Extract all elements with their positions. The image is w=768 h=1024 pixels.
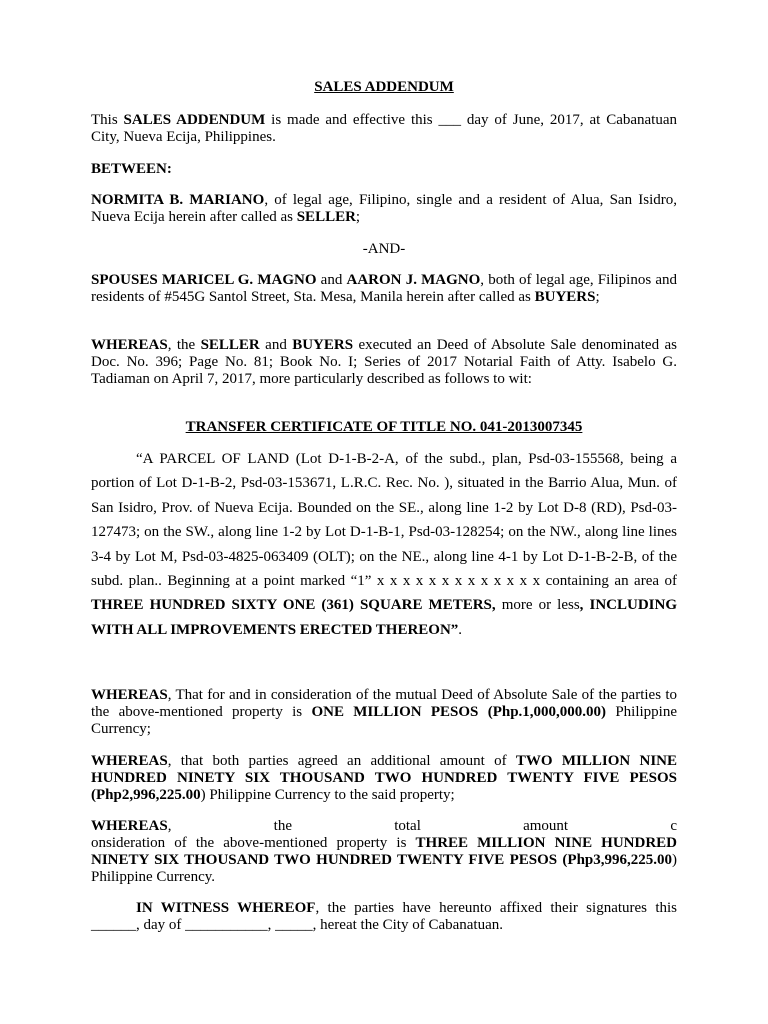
buyer-name-1: SPOUSES MARICEL G. MAGNO — [91, 272, 317, 288]
whereas-4-amount-words: THREE MILLION NINE HUNDRED NINETY SIX THOUSAND TWO HUNDRED TWENTY FIVE PESOS — [91, 835, 678, 868]
buyers-paragraph — [91, 272, 677, 306]
seller-end: ; — [355, 209, 361, 225]
whereas-3-text: , that both parties agreed an additional amount of — [167, 753, 516, 769]
whereas-4-comma: , — [167, 818, 172, 834]
whereas-3-amount-words: TWO MILLION NINE HUNDRED NINETY SIX THOUSAND TWO HUNDRED TWENTY FIVE PESOS — [91, 753, 677, 786]
whereas-4-first-line — [91, 818, 677, 835]
whereas-4-word-amount: amount — [523, 818, 569, 834]
whereas-deed-paragraph — [91, 337, 677, 388]
whereas-4-word-the: the — [273, 818, 292, 834]
parcel-description — [91, 447, 677, 642]
whereas-4-body — [91, 835, 677, 886]
whereas-1-seller: SELLER — [200, 337, 260, 353]
whereas-3-end: ) Philippine Currency to the said property; — [200, 787, 455, 803]
whereas-1-lead: WHEREAS — [91, 337, 168, 353]
whereas-4-lead-wrap — [91, 818, 171, 835]
whereas-2-text: , That for and in consideration of the mutual Deed of Absolute Sale of the parties to the above-mentioned property is — [91, 687, 677, 720]
seller-desc: , of legal age, Filipino, single and a resident of Alua, San Isidro, Nueva Ecija herein after called as — [91, 192, 677, 225]
intro-post: is made and effective this ___ day of June, 2017, at Cabanatuan City, Nueva Ecija, Philippines. — [91, 112, 678, 145]
whereas-4-word-total: total — [394, 818, 421, 834]
whereas-2-lead: WHEREAS — [91, 687, 168, 703]
whereas-4-text: onsideration of the above-mentioned property is — [91, 835, 416, 851]
parcel-text: “A PARCEL OF LAND (Lot D-1-B-2-A, of the subd., plan, Psd-03-155568, being a portion of Lot D-1-B-2, Psd-03-153671, L.R.C. Rec. No. ), situated in the Barrio Alua, Mun. of San Isidro, Prov. of Nueva Ecija. Bounded on the SE., along line 1-2 by Lot D-8 (RD), Psd-03-127473; on the SW., along line 1-2 by Lot D-1-B-1, Psd-03-128254; on the NW., along line lines 3-4 by Lot M, Psd-03-4825-063409 (OLT); on the NE., along line 4-1 by Lot D-1-B-2-B, of the subd. plan.. Beginning at a point marked “1” x x x x x x x x x x x x x containing an area of — [91, 451, 677, 590]
whereas-1-buyers: BUYERS — [292, 337, 354, 353]
intro-paragraph — [91, 112, 677, 146]
whereas-3-amount-num: (Php2,996,225.00 — [91, 787, 201, 803]
parcel-more-or-less: more or less — [495, 597, 580, 614]
seller-paragraph — [91, 192, 677, 226]
intro-title-ref: SALES ADDENDUM — [123, 112, 266, 128]
intro-pre: This — [91, 112, 124, 128]
parcel-area: THREE HUNDRED SIXTY ONE (361) SQUARE METERS, — [91, 597, 496, 614]
witness-text: , the parties have hereunto affixed their signatures this ______, day of ___________, _____, hereat the City of Cabanatuan. — [91, 900, 677, 933]
whereas-4-lead: WHEREAS — [91, 818, 168, 834]
whereas-1-text-c: executed an Deed of Absolute Sale denominated as Doc. No. 396; Page No. 81; Book No. I; Series of 2017 Notarial Faith of Atty. Isabelo G. Tadiaman on April 7, 2017, more particularly described as follows to wit: — [91, 337, 677, 387]
buyers-desc: , both of legal age, Filipinos and residents of #545G Santol Street, Sta. Mesa, Manila herein after called as — [91, 272, 677, 305]
whereas-1-text-b: and — [259, 337, 293, 353]
whereas-4-word-c: c — [670, 818, 677, 834]
seller-role: SELLER — [296, 209, 356, 225]
document-title: SALES ADDENDUM — [314, 79, 454, 95]
buyer-name-2: AARON J. MAGNO — [346, 272, 481, 288]
seller-name: NORMITA B. MARIANO — [91, 192, 265, 208]
between-text: BETWEEN: — [91, 161, 172, 177]
whereas-4-end: ) Philippine Currency. — [91, 852, 677, 885]
between-label — [91, 161, 677, 178]
buyers-end: ; — [595, 289, 600, 305]
whereas-1-text-a: , the — [167, 337, 201, 353]
parcel-end: . — [458, 621, 463, 638]
whereas-additional-paragraph — [91, 753, 677, 804]
witness-paragraph — [91, 900, 677, 934]
whereas-3-lead: WHEREAS — [91, 753, 168, 769]
whereas-consideration-paragraph — [91, 687, 677, 738]
parcel-improvements: , INCLUDING WITH ALL IMPROVEMENTS ERECTED THEREON” — [91, 597, 677, 638]
tct-heading: TRANSFER CERTIFICATE OF TITLE NO. 041-2013007345 — [185, 419, 583, 435]
buyers-and: and — [316, 272, 347, 288]
whereas-4-amount-num: (Php3,996,225.00 — [562, 852, 672, 868]
and-separator: -AND- — [362, 241, 406, 257]
buyers-role: BUYERS — [534, 289, 596, 305]
whereas-total-paragraph — [91, 818, 677, 886]
whereas-2-amount: ONE MILLION PESOS (Php.1,000,000.00) — [311, 704, 607, 720]
whereas-2-end: Philippine Currency; — [91, 704, 677, 737]
witness-lead: IN WITNESS WHEREOF — [136, 900, 316, 916]
